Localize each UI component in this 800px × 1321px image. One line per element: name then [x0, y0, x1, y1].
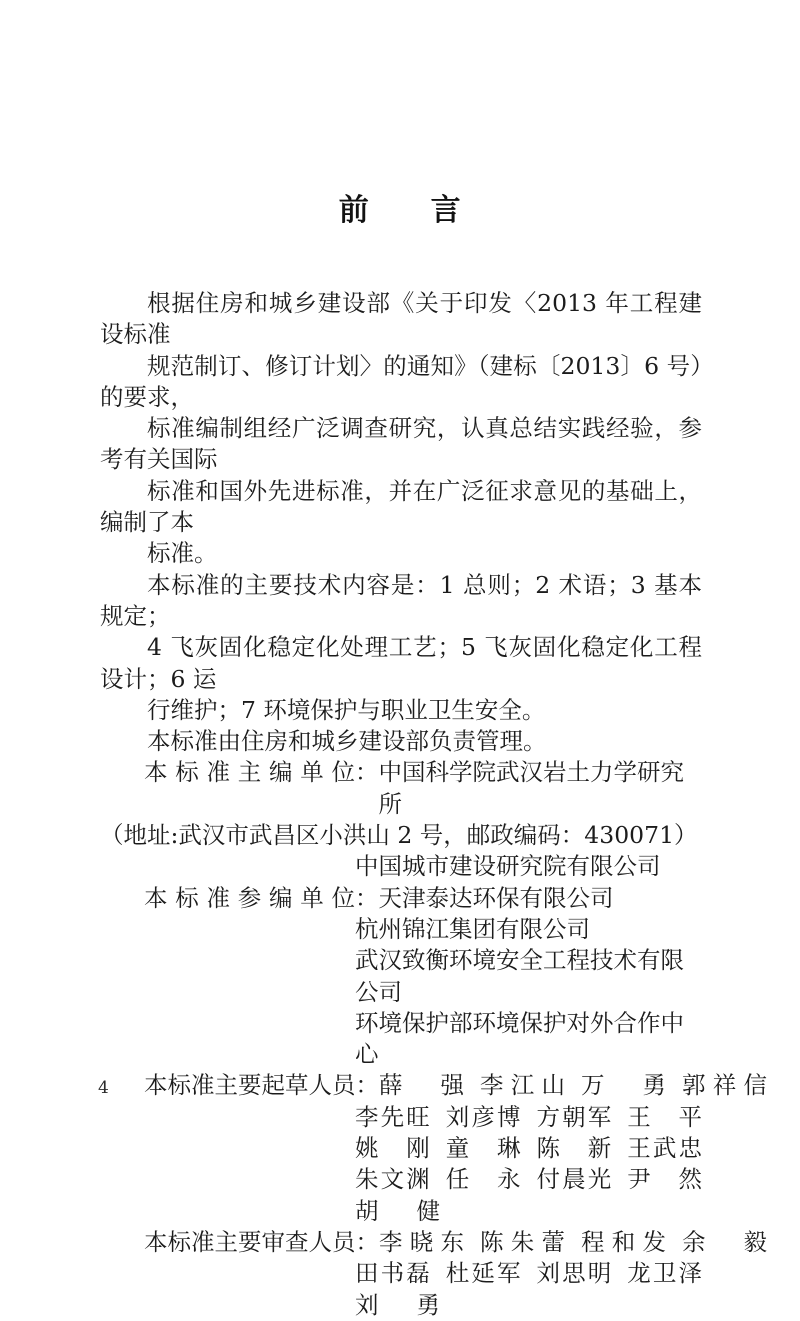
reviewers-label: 本标准主要审查人员 — [144, 1227, 356, 1256]
person-name: 李江山 — [480, 1071, 565, 1100]
paragraph-line: 标准。 — [147, 539, 218, 568]
participating-editor-label: 本标准参编单位 — [144, 883, 355, 912]
person-name: 任永 — [445, 1165, 521, 1194]
drafters-name-row — [379, 1070, 767, 1101]
paragraph-line: 标准和国外先进标准，并在广泛征求意见的基础上，编制了本 — [100, 476, 702, 537]
drafters-row — [100, 1070, 767, 1101]
drafters-name-row — [100, 1196, 702, 1227]
person-name: 薛强 — [379, 1071, 464, 1100]
paragraph-line: 行维护；7 环境保护与职业卫生安全。 — [147, 695, 546, 724]
person-name: 姚刚 — [355, 1134, 430, 1163]
reviewers-row — [100, 1227, 767, 1258]
person-name: 王武忠 — [627, 1134, 702, 1163]
chief-editor-label: 本标准主编单位 — [144, 758, 355, 787]
reviewers-colon: ： — [355, 1227, 379, 1256]
person-name: 田书磊 — [355, 1259, 430, 1288]
person-name: 刘思明 — [536, 1259, 612, 1288]
person-name: 余毅 — [682, 1227, 767, 1256]
person-name: 方朝军 — [536, 1102, 612, 1131]
document-body — [100, 288, 767, 1321]
participating-editor-value: 天津泰达环保有限公司 — [378, 883, 614, 912]
participating-editor-additional-unit: 武汉致衡环境安全工程技术有限公司 — [355, 946, 684, 1006]
reviewers-name-row — [379, 1227, 767, 1258]
person-name: 李晓东 — [379, 1227, 464, 1256]
person-name: 刘彦博 — [445, 1102, 521, 1131]
participating-editor-colon: ： — [355, 883, 379, 912]
chief-editor-colon: ： — [355, 758, 379, 787]
chief-editor-additional-unit: 中国城市建设研究院有限公司 — [355, 852, 661, 881]
person-name: 万勇 — [581, 1071, 666, 1100]
participating-editor-additional-unit: 杭州锦江集团有限公司 — [355, 914, 590, 943]
person-name: 童琳 — [445, 1134, 521, 1163]
reviewers-name-row — [100, 1290, 702, 1321]
chief-editor-row — [100, 757, 702, 820]
person-name: 刘勇 — [355, 1290, 440, 1319]
paragraph-line: 根据住房和城乡建设部《关于印发〈2013 年工程建设标准 — [100, 289, 702, 349]
reviewers-name-row — [100, 1258, 702, 1289]
drafters-label: 本标准主要起草人员 — [144, 1071, 356, 1100]
person-name: 尹然 — [627, 1165, 702, 1194]
paragraph-scope-basis — [100, 288, 702, 570]
person-name: 陈朱蕾 — [480, 1227, 565, 1256]
person-name: 李先旺 — [355, 1102, 430, 1131]
paragraph-line: 本标准的主要技术内容是：1 总则；2 术语；3 基本规定； — [100, 570, 702, 630]
person-name: 郭祥信 — [682, 1071, 767, 1100]
person-name: 程和发 — [581, 1227, 666, 1256]
paragraph-technical-content — [100, 570, 702, 726]
drafters-name-row — [100, 1164, 702, 1195]
paragraph-line: 规范制订、修订计划〉的通知》（建标〔2013〕6 号）的要求， — [100, 351, 702, 411]
page-title: 前 言 — [338, 193, 462, 228]
participating-editor-additional-unit: 环境保护部环境保护对外合作中心 — [355, 1008, 684, 1069]
paragraph-line: 4 飞灰固化稳定化处理工艺；5 飞灰固化稳定化工程设计；6 运 — [100, 633, 702, 693]
participating-editor-row — [100, 883, 702, 914]
chief-editor-value: 中国科学院武汉岩土力学研究所 — [378, 758, 684, 818]
person-name: 付晨光 — [536, 1165, 612, 1194]
person-name: 杜延军 — [445, 1259, 521, 1288]
person-name: 王平 — [627, 1102, 702, 1131]
paragraph-administration — [100, 726, 702, 757]
person-name: 龙卫泽 — [627, 1259, 702, 1288]
person-name: 胡健 — [355, 1196, 440, 1225]
drafters-name-row — [100, 1102, 702, 1133]
drafters-colon: ： — [355, 1071, 379, 1100]
person-name: 陈新 — [536, 1134, 612, 1163]
chief-editor-address: （地址:武汉市武昌区小洪山 2 号，邮政编码：430071） — [100, 821, 698, 850]
paragraph-line: 本标准由住房和城乡建设部负责管理。 — [147, 727, 547, 756]
person-name: 朱文渊 — [355, 1165, 430, 1194]
drafters-name-row — [100, 1133, 702, 1164]
paragraph-line: 标准编制组经广泛调查研究，认真总结实践经验，参考有关国际 — [100, 414, 702, 474]
page-number: 4 — [98, 1078, 109, 1098]
